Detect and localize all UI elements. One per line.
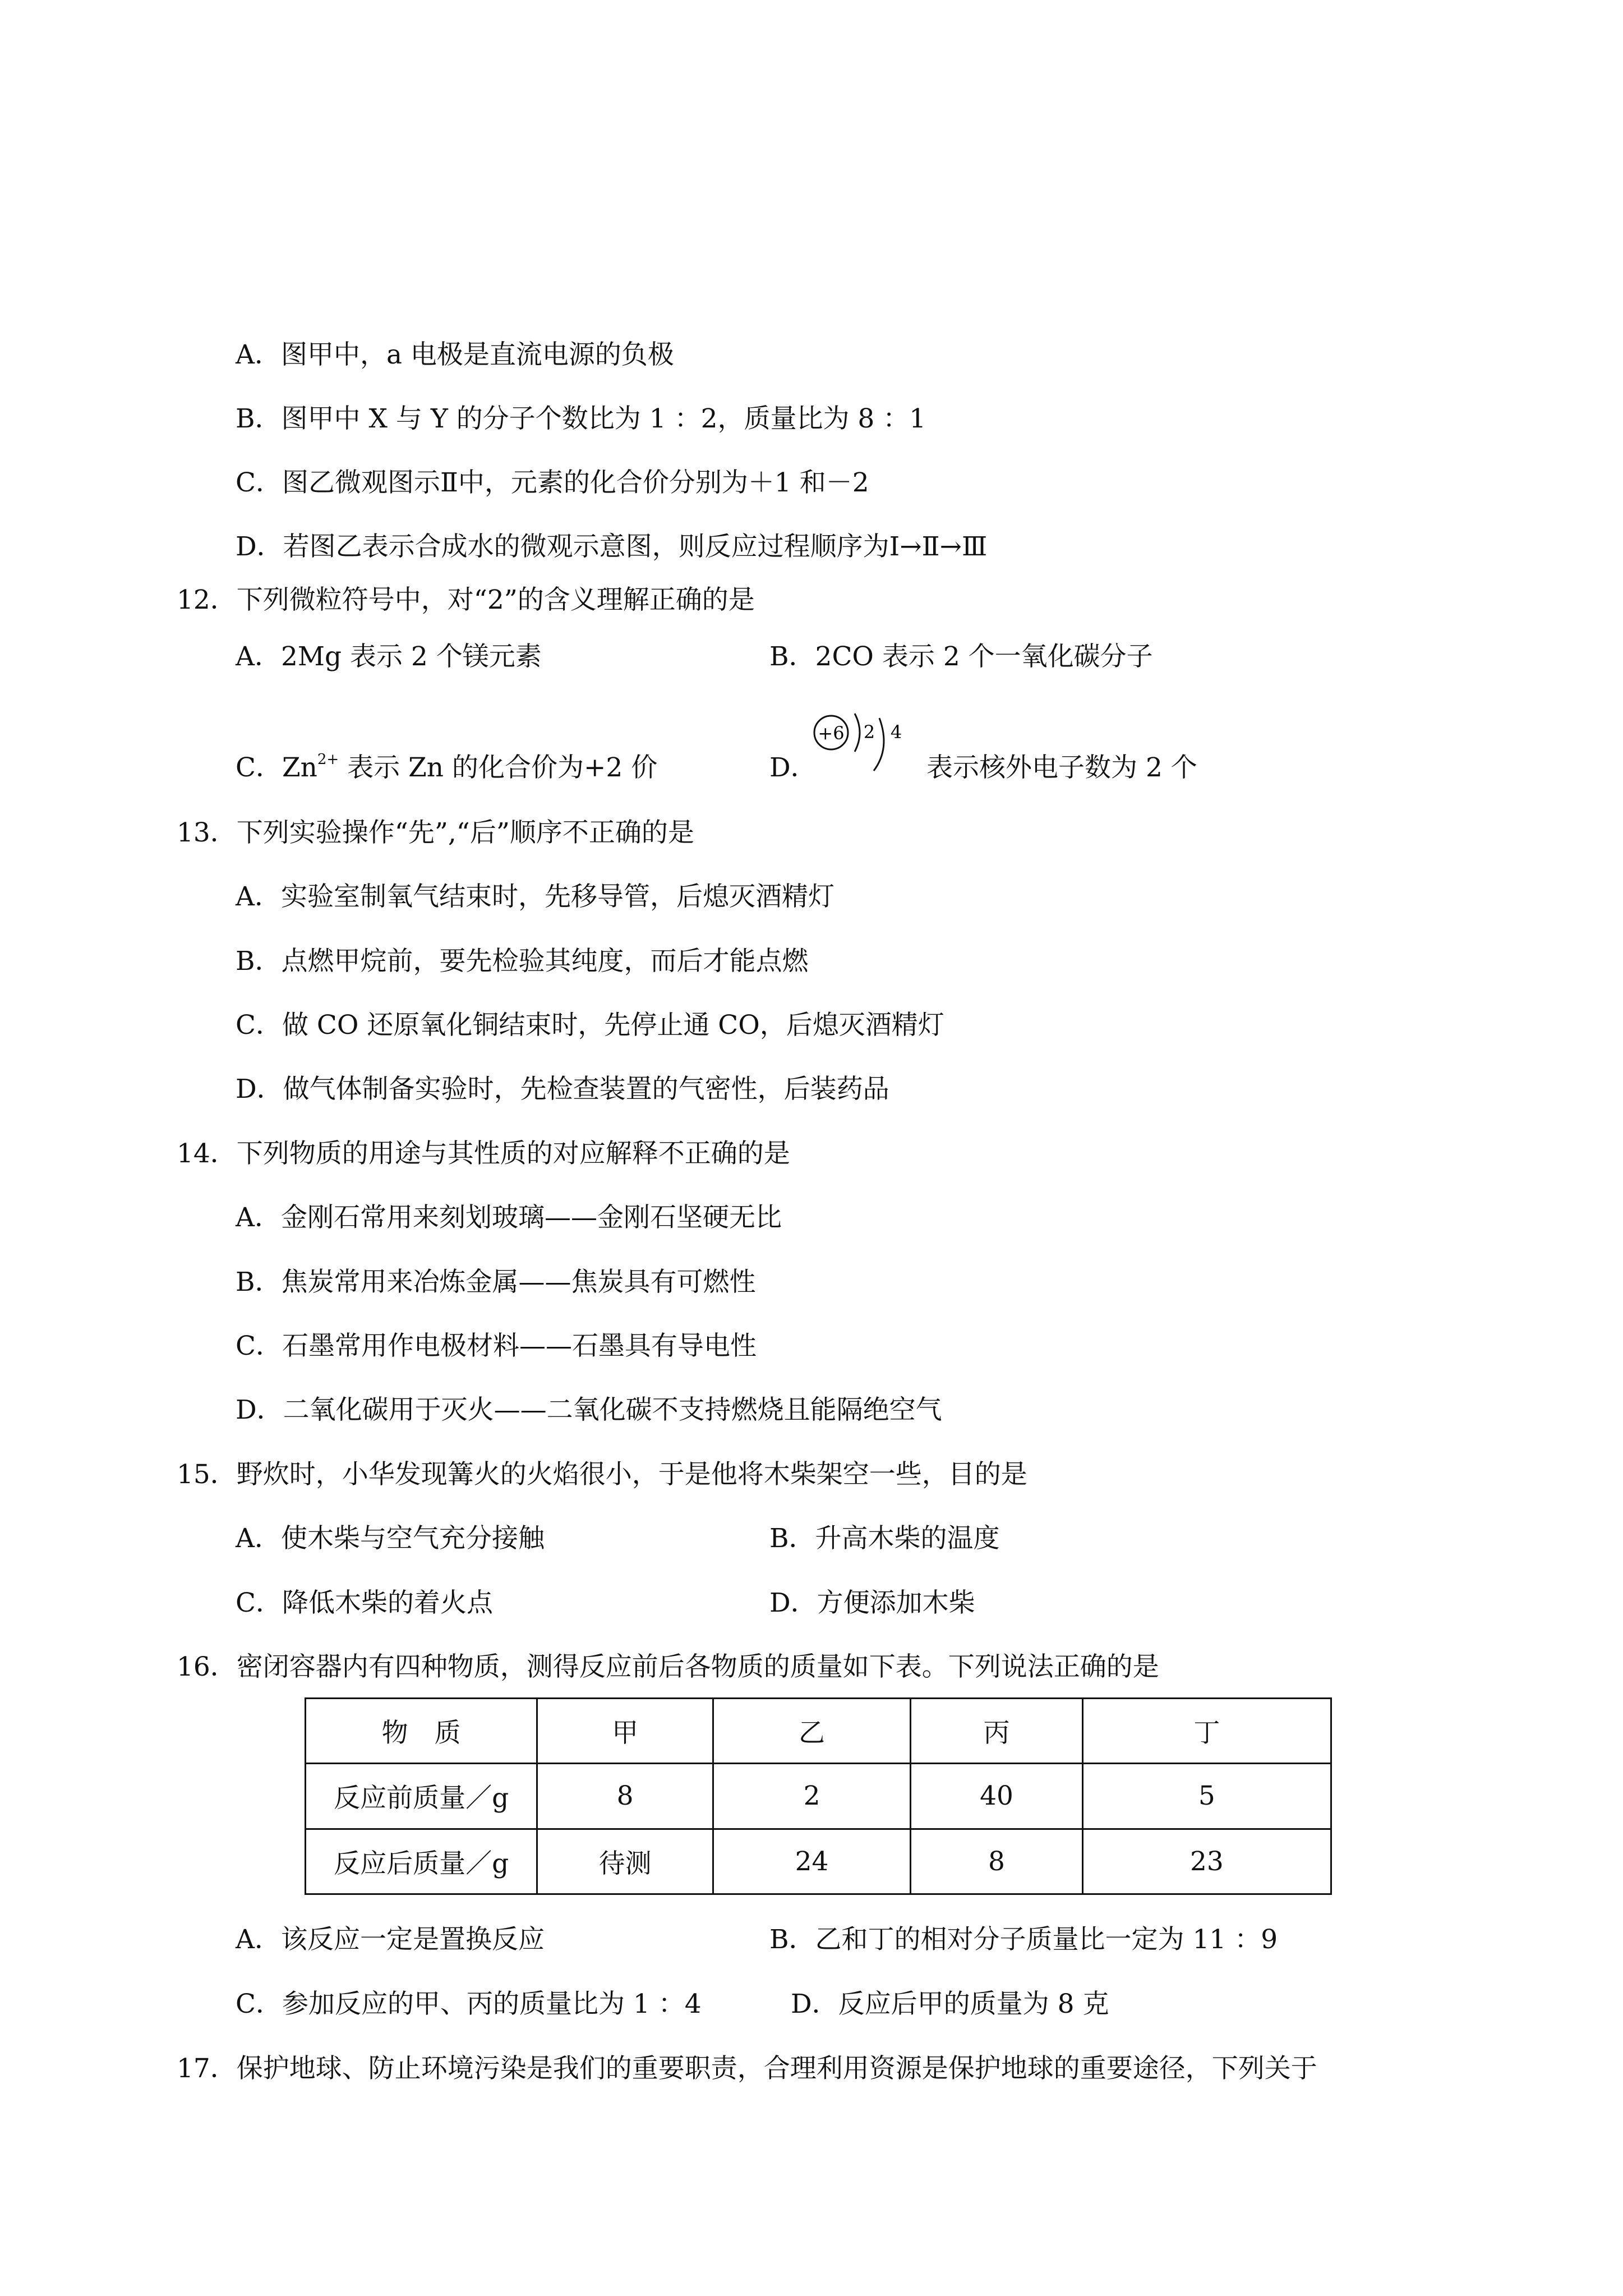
q16-option-d: D．反应后甲的质量为 8 克 <box>791 1989 1109 2019</box>
table-header-cell: 物 质 <box>306 1699 537 1764</box>
q16-stem: 16．密闭容器内有四种物质，测得反应前后各物质的质量如下表。下列说法正确的是 <box>177 1651 1159 1682</box>
table-header-cell: 乙 <box>713 1699 910 1764</box>
q15-option-c: C．降低木柴的着火点 <box>236 1588 493 1618</box>
atom-nucleus-charge: +6 <box>818 723 845 744</box>
table-cell: 24 <box>713 1829 910 1894</box>
mass-before-row <box>306 1764 1331 1829</box>
table-cell: 2 <box>713 1764 910 1829</box>
q13-stem: 13．下列实验操作“先”,“后”顺序不正确的是 <box>177 817 694 848</box>
q11-option-a: A．图甲中，a 电极是直流电源的负极 <box>236 339 674 370</box>
q13-option-a: A．实验室制氧气结束时，先移导管，后熄灭酒精灯 <box>236 881 834 912</box>
table-cell: 40 <box>911 1764 1083 1829</box>
q15-option-b: B．升高木柴的温度 <box>769 1523 1000 1554</box>
q14-option-d: D．二氧化碳用于灭火——二氧化碳不支持燃烧且能隔绝空气 <box>236 1395 942 1425</box>
q15-stem: 15．野炊时，小华发现篝火的火焰很小，于是他将木柴架空一些，目的是 <box>177 1459 1027 1490</box>
q12-option-a: A．2Mg 表示 2 个镁元素 <box>236 641 542 672</box>
q14-stem: 14．下列物质的用途与其性质的对应解释不正确的是 <box>177 1138 790 1169</box>
table-header-cell: 丁 <box>1082 1699 1331 1764</box>
carbon-atom-structure-diagram <box>808 708 920 781</box>
q13-option-d: D．做气体制备实验时，先检查装置的气密性，后装药品 <box>236 1074 889 1105</box>
q13-option-b: B．点燃甲烷前，要先检验其纯度，而后才能点燃 <box>236 946 809 977</box>
q13-option-c: C．做 CO 还原氧化铜结束时，先停止通 CO，后熄灭酒精灯 <box>236 1010 944 1041</box>
q16-option-c: C．参加反应的甲、丙的质量比为 1 ：4 <box>236 1989 702 2019</box>
q12-option-c-suffix: 表示 Zn 的化合价为+2 价 <box>339 752 658 783</box>
q14-option-c: C．石墨常用作电极材料——石墨具有导电性 <box>236 1331 757 1361</box>
electron-shell-2-count: 4 <box>890 721 902 743</box>
q16-option-b: B．乙和丁的相对分子质量比一定为 11 ：9 <box>769 1924 1278 1955</box>
table-cell: 5 <box>1082 1764 1331 1829</box>
q15-option-d: D．方便添加木柴 <box>769 1588 975 1618</box>
electron-shell-1-arc <box>855 714 860 752</box>
table-header-cell: 丙 <box>911 1699 1083 1764</box>
mass-table-header-row <box>306 1699 1331 1764</box>
q12-option-c <box>236 751 657 785</box>
q14-option-a: A．金刚石常用来刻划玻璃——金刚石坚硬无比 <box>236 1202 782 1233</box>
table-cell: 8 <box>911 1829 1083 1894</box>
mass-table <box>305 1697 1332 1895</box>
table-cell: 23 <box>1082 1829 1331 1894</box>
table-row-label: 反应后质量／g <box>306 1829 537 1894</box>
q11-option-b: B．图甲中 X 与 Y 的分子个数比为 1 ：2，质量比为 8 ：1 <box>236 403 926 434</box>
electron-shell-2-arc <box>874 718 884 771</box>
q16-option-a: A．该反应一定是置换反应 <box>236 1924 545 1955</box>
q12-option-b: B．2CO 表示 2 个一氧化碳分子 <box>769 641 1153 672</box>
q12-option-c-prefix: C．Zn <box>236 752 317 783</box>
q12-option-d-text: 表示核外电子数为 2 个 <box>926 752 1197 783</box>
table-row-label: 反应前质量／g <box>306 1764 537 1829</box>
zn-charge-superscript: 2+ <box>317 751 339 768</box>
q15-option-a: A．使木柴与空气充分接触 <box>236 1523 545 1554</box>
q17-stem: 17．保护地球、防止环境污染是我们的重要职责，合理利用资源是保护地球的重要途径，下列关于 <box>177 2053 1317 2084</box>
electron-shell-1-count: 2 <box>863 721 875 743</box>
table-header-cell: 甲 <box>537 1699 713 1764</box>
table-cell: 待测 <box>537 1829 713 1894</box>
table-cell: 8 <box>537 1764 713 1829</box>
q12-stem: 12．下列微粒符号中，对“2”的含义理解正确的是 <box>177 585 755 615</box>
mass-after-row <box>306 1829 1331 1894</box>
q11-option-d: D．若图乙表示合成水的微观示意图，则反应过程顺序为Ⅰ→Ⅱ→Ⅲ <box>236 531 988 562</box>
q12-option-d-label: D． <box>769 752 817 783</box>
q14-option-b: B．焦炭常用来冶炼金属——焦炭具有可燃性 <box>236 1267 756 1297</box>
q11-option-c: C．图乙微观图示Ⅱ中，元素的化合价分别为＋1 和－2 <box>236 467 869 498</box>
